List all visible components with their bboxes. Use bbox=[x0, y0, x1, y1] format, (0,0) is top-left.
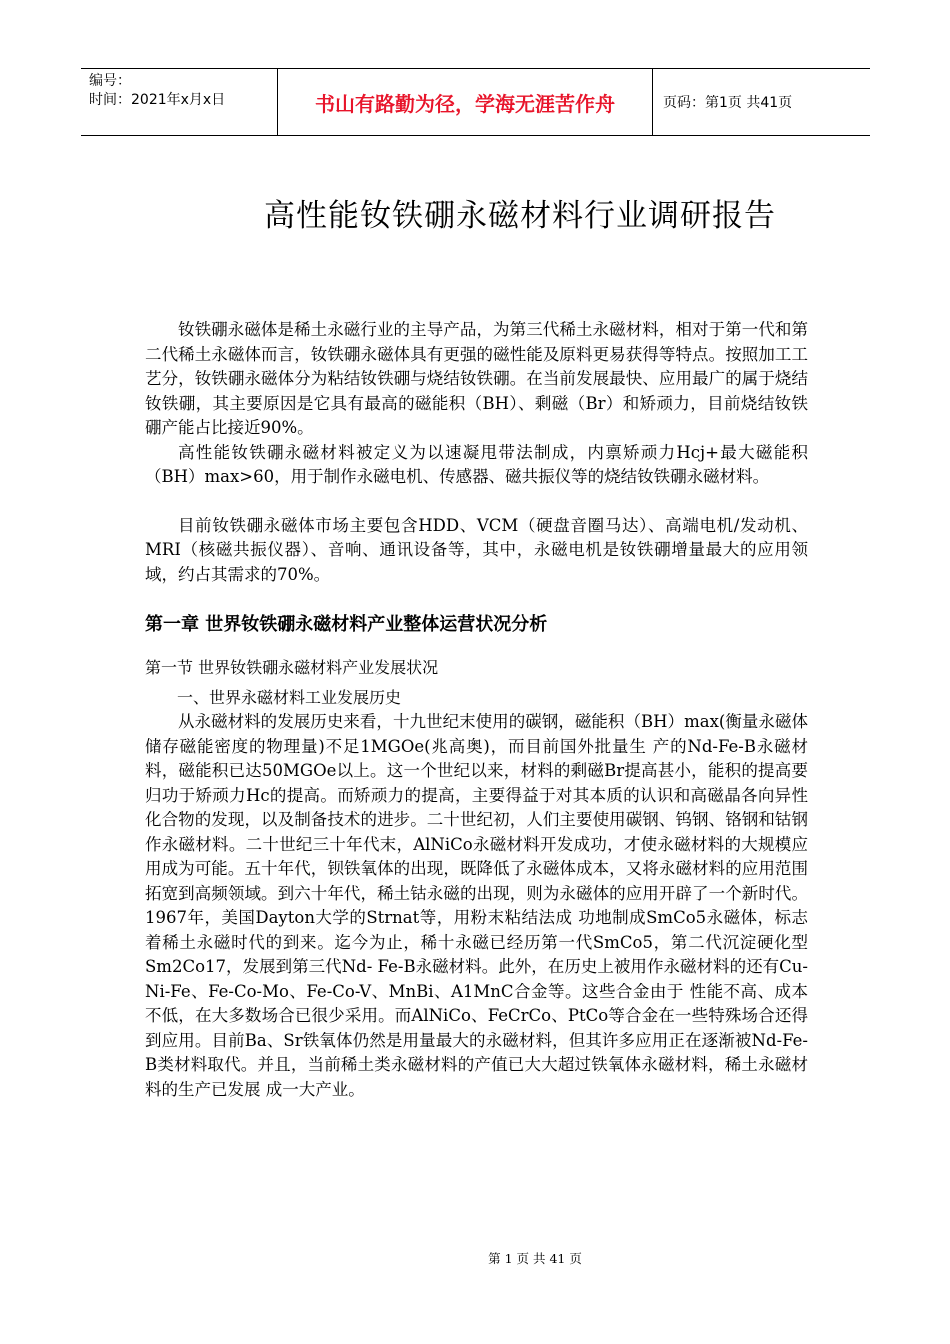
paragraph-definition: 高性能钕铁硼永磁材料被定义为以速凝甩带法制成，内禀矫顽力Hcj+最大磁能积（BH）max>60，用于制作永磁电机、传感器、磁共振仪等的烧结钕铁硼永磁材料。 bbox=[145, 442, 808, 486]
header-meta bbox=[81, 69, 278, 135]
subsection-heading: 一、世界永磁材料工业发展历史 bbox=[177, 688, 402, 707]
paragraph-gap bbox=[145, 490, 808, 514]
document-body bbox=[145, 318, 808, 1102]
header-table bbox=[81, 68, 870, 136]
header-number-label: 编号： bbox=[89, 73, 131, 89]
section-heading: 第一节 世界钕铁硼永磁材料产业发展状况 bbox=[145, 658, 439, 677]
header-time-label: 时间：2021年x月x日 bbox=[89, 92, 226, 108]
paragraph-history: 从永磁材料的发展历史来看，十九世纪末使用的碳钢，磁能积（BH）max(衡量永磁体储存磁能密度的物理量)不足1MGOe(兆高奥)，而目前国外批量生 产的Nd-Fe-B永磁材料，磁能积已达50MGOe以上。这一个世纪以来，材料的剩磁Br提高甚小，能积的提高要归功于矫顽力Hc的提高。而矫顽力的提高，主要得益于对其本质的认识和高磁晶各向异性化合物的发现，以及制备技术的进步。二十世纪初，人们主要使用碳钢、钨钢、铬钢和钴钢作永磁材料。二十世纪三十年代末，AlNiCo永磁材料开发成功，才使永磁材料的大规模应用成为可能。五十年代，钡铁氧体的出现，既降低了永磁体成本，又将永磁材料的应用范围拓宽到高频领域。到六十年代，稀土钴永磁的出现，则为永磁体的应用开辟了一个新时代。1967年，美国Dayton大学的Strnat等，用粉末粘结法成 功地制成SmCo5永磁体，标志着稀土永磁时代的到来。迄今为止，稀十永磁已经历第一代SmCo5，第二代沉淀硬化型Sm2Co17，发展到第三代Nd- Fe-B永磁材料。此外，在历史上被用作永磁材料的还有Cu-Ni-Fe、Fe-Co-Mo、Fe-Co-V、MnBi、A1MnC合金等。这些合金由于 性能不高、成本不低，在大多数场合已很少采用。而AlNiCo、FeCrCo、PtCo等合金在一些特殊场合还得到应用。目前Ba、Sr铁氧体仍然是用量最大的永磁材料，但其许多应用正在逐渐被Nd-Fe-B类材料取代。并且，当前稀土类永磁材料的产值已大大超过铁氧体永磁材料，稀土永磁材料的生产已发展 成一大产业。 bbox=[145, 712, 808, 1099]
chapter-heading: 第一章 世界钕铁硼永磁材料产业整体运营状况分析 bbox=[145, 614, 548, 635]
paragraph-intro: 钕铁硼永磁体是稀土永磁行业的主导产品，为第三代稀土永磁材料，相对于第一代和第二代稀土永磁体而言，钕铁硼永磁体具有更强的磁性能及原料更易获得等特点。按照加工工艺分，钕铁硼永磁体分为粘结钕铁硼与烧结钕铁硼。在当前发展最快、应用最广的属于烧结钕铁硼，其主要原因是它具有最高的磁能积（BH）、剩磁（Br）和矫顽力，目前烧结钕铁硼产能占比接近90%。 bbox=[145, 320, 808, 437]
header-page-info: 页码：第1页 共41页 bbox=[663, 95, 793, 111]
document-title: 高性能钕铁硼永磁材料行业调研报告 bbox=[264, 198, 776, 234]
paragraph-market: 目前钕铁硼永磁体市场主要包含HDD、VCM（硬盘音圈马达）、高端电机/发动机、MRI（核磁共振仪器）、音响、通讯设备等，其中，永磁电机是钕铁硼增量最大的应用领域，约占其需求的70%。 bbox=[145, 515, 808, 584]
page-footer: 第 1 页 共 41 页 bbox=[488, 1251, 582, 1266]
header-motto: 书山有路勤为径，学海无涯苦作舟 bbox=[278, 69, 653, 135]
